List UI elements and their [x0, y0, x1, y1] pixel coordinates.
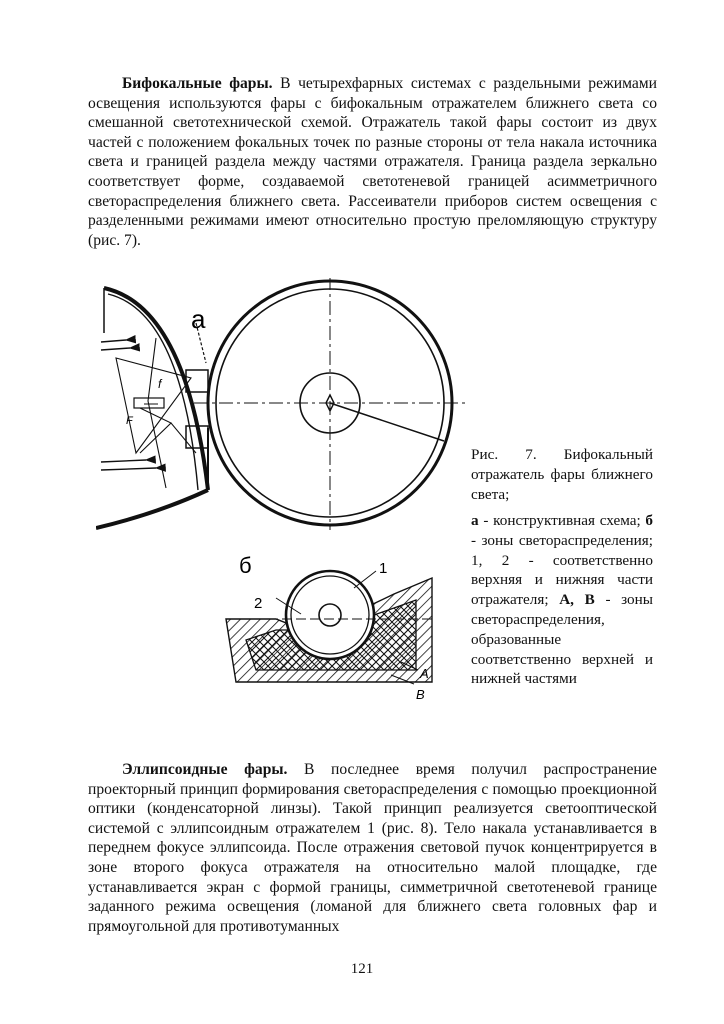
- figure-caption-title: Рис. 7. Бифокальный отражатель фары ближнего света;: [471, 446, 653, 503]
- light-distribution-zones: [226, 571, 436, 684]
- caption-key-AB: А, В: [559, 591, 595, 609]
- label-1: 1: [379, 560, 388, 577]
- heading-bifocal: Бифокальные фары.: [122, 75, 273, 92]
- label-F: F: [126, 415, 133, 427]
- label-A: A: [420, 666, 429, 681]
- label-b: б: [239, 553, 252, 578]
- figure-caption-legend: [471, 511, 653, 689]
- caption-text-b: - зоны светораспределения; 1, 2 - соответственно верхняя и нижняя части отражателя;: [471, 531, 653, 609]
- heading-ellipsoid: Эллипсоидные фары.: [122, 761, 288, 778]
- label-2: 2: [254, 595, 263, 612]
- caption-text-a: - конструктивная схема;: [478, 512, 646, 529]
- caption-text-AB: - зоны светораспределения, образованные соответственно верхней и нижней частями: [471, 591, 653, 688]
- label-a: а: [191, 304, 206, 334]
- label-f: f: [158, 377, 162, 391]
- caption-key-b: б: [645, 512, 653, 529]
- reflector-front-view: [194, 278, 466, 530]
- figure-7-bifocal-reflector: [96, 278, 466, 718]
- page-number: 121: [350, 961, 374, 977]
- text-bifocal: В четырехфарных системах с раздельными режимами освещения используются фары с бифокальным отражателем ближнего света со смешанной светотехнической схемой. Отражатель такой фары состоит из двух частей с положением фокальных точек по разные стороны от тела накала источника света и границей раздела между частями отражателя. Граница раздела зеркально соответствует форме, создаваемой светотеневой границей асимметричного светораспределения ближнего света. Рассеиватели приборов систем освещения с разделенными режимами имеют относительно простую преломляющую структуру (рис. 7).: [88, 75, 658, 249]
- text-ellipsoid: В последнее время получил распространение проекторный принцип формирования светораспределения с помощью проекционной оптики (конденсаторной линзы). Такой принцип реализуется светооптической системой с эллипсоидным отражателем 1 (рис. 8). Тело накала устанавливается в переднем фокусе эллипсоида. После отражения световой пучок концентрируется в зоне второго фокуса отражателя на относительно малой площадке, где устанавливается экран с формой границы, симметричной светотеневой границе заданного режима освещения (ломаной для ближнего света головных фар и прямоугольной для противотуманных: [88, 761, 657, 935]
- paragraph-bifocal: [88, 74, 657, 250]
- label-B: B: [416, 687, 425, 702]
- caption-key-a: а: [471, 512, 479, 529]
- paragraph-ellipsoid: [88, 760, 657, 936]
